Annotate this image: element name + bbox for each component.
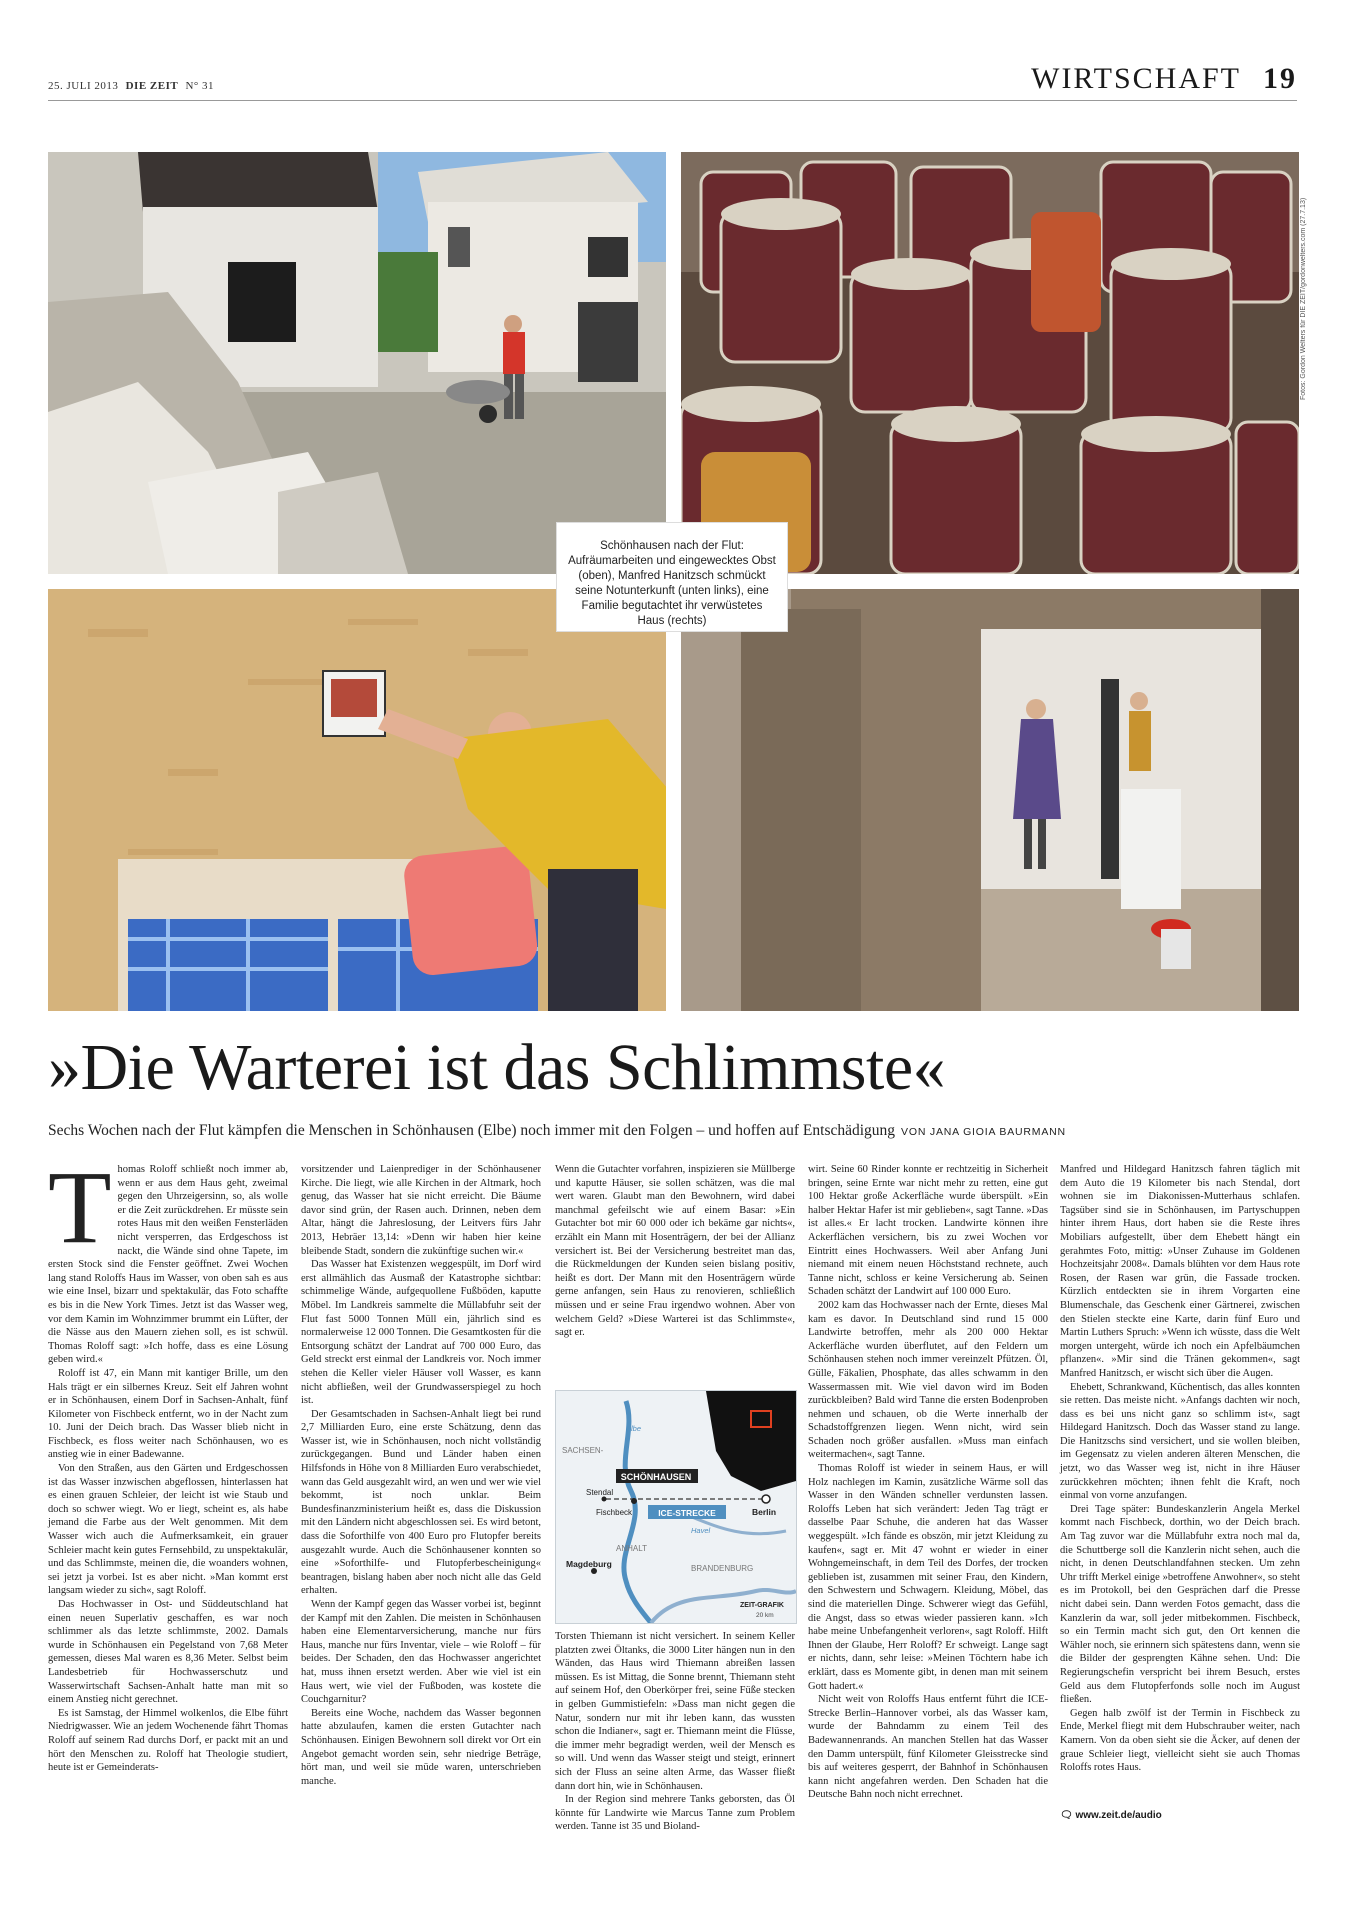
- paragraph: Das Hochwasser in Ost- und Süddeutschland hat einen neuen Superlativ geschaffen, es war noch schlimmer als das letzte schlimmste, 2002. Damals wurde in Schönhausen ein Pegelstand von 7,68 Meter gemessen, dieses Mal waren es 8,36 Meter. Selbst beim Landesbetrieb für Hochwasserschutz und Wasserwirtschaft Sachsen-Anhalt hatte man mit so einem Anstieg nicht gerechnet.: [48, 1599, 288, 1706]
- paragraph: Nicht weit von Roloffs Haus entfernt führt die ICE-Strecke Berlin–Hannover vorbei, als das Wasser kam, wurde der Bahndamm zu einem Teil des Badewannenrands. An manchen Stellen hat das Wasser den Damm unterspült, fünf Kilometer Gleisstrecke sind bis auf weiteres gesperrt, der Bahnhof in Schönhausen kann nicht angefahren werden. Den Schaden hat die Deutsche Bahn noch nicht errechnet.: [808, 1694, 1048, 1801]
- label-anhalt: ANHALT: [616, 1544, 647, 1553]
- label-stendal: Stendal: [586, 1488, 614, 1497]
- byline: VON JANA GIOIA BAURMANN: [901, 1126, 1066, 1138]
- audio-link[interactable]: [1060, 1810, 1162, 1821]
- label-brandenburg: BRANDENBURG: [691, 1564, 754, 1573]
- dateline: [48, 80, 214, 92]
- photo-credit: Fotos: Gordon Welters für DIE ZEIT/gordonwelters.com (27.7.13): [1300, 197, 1307, 400]
- article-column-3: [555, 1163, 795, 1340]
- article-column-3-bottom: [555, 1630, 795, 1834]
- paragraph: Roloff ist 47, ein Mann mit kantiger Brille, um den Hals trägt er ein silbernes Kreuz. Seit elf Jahren wohnt er in Schönhausen, einem Dorf in Sachsen-Anhalt, fünf Kilometer von Fischbeck entfernt, wo in der Nacht zum 10. Juni der Deich brach. Das Wasser blieb nicht in Fischbeck, es floss weiter nach Schönhausen, wo es anstieg wie in einer Badewanne.: [48, 1367, 288, 1461]
- paragraph: Manfred und Hildegard Hanitzsch fahren täglich mit dem Auto die 19 Kilometer bis nach Stendal, dort wohnen sie im Diakonissen-Mutterhaus schlafen. Tagsüber sind sie in Schönhausen, im Partyschuppen hinter ihrem Haus, dort haben sie die Reste ihres Mobiliars aufgestellt, über dem Ehebett hängt ein gerahmtes Foto, mittig: »Unser Zuhause im Goldenen Hochzeitsjahr 2008«. Damals blühten vor dem Haus rote Rosen, der Rasen war grün, die Fassade trocken. Kürzlich entdeckten sie in ihrem Vorgarten eine Blumenschale, das Geschenk einer Gärtnerei, zwischen den Stielen steckte eine Karte, darin fünf Euro und Martin Luthers Spruch: »Wenn ich wüsste, dass die Welt morgen untergeht, würde ich noch ein Apfelbäumchen pflanzen«. »Mir sind die Tränen gekommen«, sagt Manfred Hanitzsch, er wischt sich über die Augen.: [1060, 1164, 1300, 1379]
- paragraph: In der Region sind mehrere Tanks geborsten, das Öl könnte für Landwirte wie Marcus Tanne zum Problem werden. Tanne ist 35 und Bioland-: [555, 1794, 795, 1833]
- paragraph: 2002 kam das Hochwasser nach der Ernte, dieses Mal kam es davor. In Deutschland sind rund 15 000 Landwirte betroffen, mehr als 200 000 Hektar Ackerfläche wurden überflutet, auf den Feldern um Schönhausen stehen noch immer vereinzelt Pfützen. Öl, Gülle, Fäkalien, Phosphate, das alles schwamm in den Wassermassen mit. Wie viel davon wird im Boden zurückbleiben? Bald wird Tanne die ersten Bodenproben nehmen und schauen, ob die Werte innerhalb der Schadstoffgrenzen liegen. Wenn nicht, wird sein Schaden noch größer ausfallen. »Muss man einfach weitermachen«, sagt Tanne.: [808, 1299, 1048, 1461]
- photo-caption: Schönhausen nach der Flut: Aufräumarbeiten und eingewecktes Obst (oben), Manfred Hanitzsch schmückt seine Notunterkunft (unten links), eine Familie begutachtet ihr verwüstetes Haus (rechts): [556, 522, 788, 632]
- photo-rubble-street: [48, 152, 666, 574]
- paragraph: Torsten Thiemann ist nicht versichert. In seinem Keller platzten zwei Öltanks, die 3000 Liter hängen nun in den Wänden, das Haus wird Thiemann abreißen lassen müssen. Es ist Mittag, die Sonne brennt, Thiemann steht auf seinem Hof, den Oberkörper frei, seine Füße stecken in gelben Gummistiefeln: »Dass man nicht gegen die Natur, sondern nur mit ihr leben kann, das wussten schon die Indianer«, sagt er. Thiemann meint die Flüsse, die immer mehr begradigt werden, weil der Mensch es so will. Und wenn das Wasser steigt und steigt, erinnert sich der Fluss an seine alten Arme, das Wasser fließt dann dort hin, wie in Schönhausen.: [555, 1631, 795, 1792]
- photo-preserve-jars: [681, 152, 1299, 574]
- paragraph: Von den Straßen, aus den Gärten und Erdgeschossen ist das Wasser inzwischen abgeflossen, hinterlassen hat es einen grauen Schleier, der leicht ist wie Staub und doch so schwer wiegt. Wo er liegt, scheint es, als habe jemand die Farbe aus der Welt genommen. Mit dem Wasser wich auch die Aufmerksamkeit, ein grauer Schleier macht kein gutes Fernsehbild, zu unspektakulär, und das Schlimmste, meinen die, die woanders wohnen, sei jetzt ja vorbei. Ist es aber nicht. »Man kommt erst langsam wieder zu sich«, sagt Roloff.: [48, 1463, 288, 1597]
- map-source: ZEIT-GRAFIK: [740, 1602, 784, 1609]
- subline-text: Sechs Wochen nach der Flut kämpfen die Menschen in Schönhausen (Elbe) noch immer mit den Folgen – und hoffen auf Entschädigung: [48, 1122, 896, 1139]
- label-sachsen: SACHSEN-: [562, 1446, 604, 1455]
- label-fischbeck: Fischbeck: [596, 1508, 633, 1517]
- photo-man-hanging-picture: [48, 589, 666, 1011]
- page-number: 19: [1263, 62, 1297, 95]
- paragraph: Ehebett, Schrankwand, Küchentisch, das alles konnten sie retten. Das meiste nicht. »Anfangs dachten wir noch, dass es bei uns nicht ganz so schlimm ist«, sagt Hildegard Hanitzsch. Doch das Wasser stand zu lange. Die Hanitzschs sind versichert, und sie wollen bleiben, im Gegensatz zu vielen anderen älteren Menschen, die jetzt, wo das Wasser weg ist, nicht in ihre Häuser zurückkehren möchten; ihnen fehlt die Kraft, noch einmal von vorne anzufangen.: [1060, 1381, 1300, 1502]
- map-scale: 20 km: [756, 1612, 774, 1619]
- stendal-dot: [602, 1497, 607, 1502]
- header-rule: [48, 100, 1297, 101]
- article-column-4: [808, 1163, 1048, 1802]
- paragraph: Wenn der Kampf gegen das Wasser vorbei ist, beginnt der Kampf mit den Zahlen. Die meisten in Schönhausen haben eine Elementarversicherung, manche nur fürs Haus, manche nur fürs Inventar, viele – wie Roloff – für beides. Der Schaden, den das Hochwasser angerichtet hat, muss ihnen ersetzt werden. Aber wie viel ist ein Haus wert, wie viel der Fußboden, was kostete die Couchgarnitur?: [301, 1599, 541, 1706]
- issue-date: 25. JULI 2013: [48, 80, 119, 92]
- issue-number: N° 31: [185, 80, 215, 92]
- label-magdeburg: Magdeburg: [566, 1559, 612, 1569]
- label-berlin: Berlin: [752, 1507, 777, 1517]
- article-subline: [48, 1122, 1298, 1140]
- dropcap: T: [48, 1150, 112, 1265]
- label-havel: Havel: [691, 1526, 711, 1535]
- paragraph: vorsitzender und Laienprediger in der Schönhausener Kirche. Die liegt, wie alle Kirchen in der Altmark, hoch genug, das Wasser hat sie nicht erreicht. Die Bäume davor sind grün, der Rasen auch. Drinnen, neben dem Altar, hängt die Jahreslosung, der Leitvers fürs Jahr 2013, Hebräer 13,14: »Denn wir haben hier keine bleibende Stadt, sondern die zukünftige suchen wir.«: [301, 1164, 541, 1257]
- paragraph: Thomas Roloff schließt noch immer ab, wenn er aus dem Haus geht, zweimal gegen den Uhrzeigersinn, so, als wolle er die Zeit zurückdrehen. Er müsste sein rotes Haus mit den weißen Fensterläden nicht versperren, das Erdgeschoss ist nackt, die Wände sind ohne Tapete, im ersten Stock sind die Fenster geöffnet. Zwei Wochen lang stand Roloffs Haus im Wasser, von oben sah es aus wie eine Insel, bizarr und spektakulär, das Foto schaffte es bis in die New York Times. Jetzt ist das Wasser weg, vor dem Kamin im Wohnzimmer brummt ein Lüfter, der die Nässe aus den Mauern ziehen soll, es ist schwül. Thomas Roloff sagt: »Ich hoffe, dass es eine Lösung geben wird.«: [48, 1150, 288, 1366]
- article-headline: »Die Warterei ist das Schlimmste«: [48, 1031, 946, 1104]
- section-name: WIRTSCHAFT: [1031, 62, 1241, 95]
- paragraph: Drei Tage später: Bundeskanzlerin Angela Merkel kommt nach Fischbeck, dorthin, wo der Deich brach. Am Tag zuvor war die Müllabfuhr extra noch mal da, die Schuttberge soll die Kanzlerin nicht sehen, auch die nicht, in denen Deutschlandfahnen stecken. Um zehn Uhr trifft Merkel einige »betroffene Anwohner«, so steht es im Protokoll, bei den Gesprächen darf die Presse nicht dabei sein. Dann werden Fotos gemacht, dass die Kanzlerin da war, soll jeder mitbekommen. Fischbeck, so ein Termin macht sich gut, den Ort kennen die Wähler noch, sie erinnern sich spätestens dann, wenn sie die Bilder der gesprengten Kähne sehen. Und: Die Regierungschefin verspricht bei ihrem Besuch, erstes Geld aus dem Flutopferfonds solle noch im August fließen.: [1060, 1503, 1300, 1706]
- paragraph: Das Wasser hat Existenzen weggespült, im Dorf wird erst allmählich das Ausmaß der Katastrophe sichtbar: schimmelige Wände, aufgequollene Fußböden, kaputte Möbel. Im Landkreis sammelte die Müllabfuhr seit der Flut fast 5000 Tonnen Müll ein, jährlich sind es normalerweise 12 000 Tonnen. Die Gesamtkosten für die Entsorgung schätzt der Landrat auf 700 000 Euro, das Geld streckt erst einmal der Landkreis vor. Noch immer stehen die Keller vieler Häuser voll Wasser, es kann nicht abfließen, weil der Grundwasserspiegel zu hoch ist.: [301, 1259, 541, 1407]
- berlin-dot: [762, 1495, 770, 1503]
- speech-bubble-icon: 🗨: [1060, 1810, 1073, 1821]
- article-column-2: [301, 1163, 541, 1788]
- paragraph: wirt. Seine 60 Rinder konnte er rechtzeitig in Sicherheit bringen, seine Ernte war nicht mehr zu retten, eine gut 100 Hektar große Ackerfläche wurde überspült. »Ein halber Hektar Hafer ist mir geblieben«, sagt Tanne. »Das ist alles.« Er lacht trocken. Landwirte können ihre Ackerflächen versichern, bis zu zwei Wochen vor Eintritt eines Hochwassers. Weil aber Anfang Juni niemand mit einem neuen Höchststand rechnete, auch Tanne nicht, schloss er keine Versicherung ab. Seinen Schaden schätzt der Landwirt auf 100 000 Euro.: [808, 1164, 1048, 1298]
- paragraph: Gegen halb zwölf ist der Termin in Fischbeck zu Ende, Merkel fliegt mit dem Hubschrauber weiter, nach Kamern. Von da oben sieht sie die Äcker, auf denen der graue Schleier liegt, vielleicht sieht sie auch Thomas Roloffs rotes Haus.: [1060, 1707, 1300, 1774]
- label-schoenhausen: SCHÖNHAUSEN: [620, 1472, 692, 1482]
- audio-url[interactable]: www.zeit.de/audio: [1075, 1810, 1162, 1821]
- schoenhausen-dot: [631, 1498, 637, 1504]
- paragraph: Es ist Samstag, der Himmel wolkenlos, die Elbe führt Niedrigwasser. Wie an jedem Wochenende fährt Thomas Roloff auf seinem Rad durchs Dorf, er packt mit an und hört den Menschen zu. Roloff hat Theologie studiert, heute ist er Gemeinderats-: [48, 1707, 288, 1774]
- photo-damaged-interior: [681, 589, 1299, 1011]
- paragraph: Wenn die Gutachter vorfahren, inspizieren sie Müllberge und kaputte Häuser, sie sollen schätzen, was die mal wert waren. Glaubt man den Bewohnern, wird dabei manchmal gefeilscht wie auf einem Basar: »Ein Gutachter bot mir 60 000 oder ich bekäme gar nichts«, erzählt ein Mann mit Hosenträgern, der bei der Allianz versichert ist. Bei der Versicherung bestreitet man das, die Rückmeldungen der Kunden seien bislang positiv, heißt es dort. Der Mann mit den Hosenträgern würde gerne anfangen, sein Haus zu renovieren, schließlich müssen und er seine Frau irgendwo wohnen. Aber von welchem Geld? »Diese Warterei ist das Schlimmste«, sagt er.: [555, 1164, 795, 1339]
- label-ice: ICE-STRECKE: [658, 1508, 716, 1518]
- paper-name: DIE ZEIT: [125, 80, 179, 92]
- paragraph: Der Gesamtschaden in Sachsen-Anhalt liegt bei rund 2,7 Milliarden Euro, eine erste Schätzung, denn das Wasser ist, wie in Schönhausen, noch nicht vollständig zurückgegangen. Bund und Länder haben einen Hilfsfonds in Höhe von 8 Milliarden Euro verabschiedet, wann das Geld ausgezahlt wird, an wen und wer wie viel bekommt, ist noch unklar. Beim Bundesfinanzministerium heißt es, dass die Diskussion mit den Ländern nicht abgeschlossen sei. Es wird betont, dass die Soforthilfe von 400 Euro pro Flutopfer bereits ausgezahlt wurde. Auch die Schönhausener konnten so eine »Soforthilfe- und Flutopferbescheinigung« beantragen, bislang haben aber noch nicht alle das Geld erhalten.: [301, 1408, 541, 1597]
- section-header: [1031, 62, 1297, 96]
- paragraph: Bereits eine Woche, nachdem das Wasser begonnen hatte abzulaufen, kamen die ersten Gutachter nach Schönhausen. Einigen Bewohnern soll direkt vor Ort ein Angebot gemacht worden sein, sehr niedrige Beträge, hört man, und weil sie müde waren, unterschrieben manche.: [301, 1707, 541, 1787]
- label-elbe: Elbe: [626, 1424, 642, 1433]
- paragraph: Thomas Roloff ist wieder in seinem Haus, er will Holz nachlegen im Kamin, zusätzliche Wärme soll das Wasser in den Wänden schneller verdunsten lassen. Roloffs Leben hat sich verändert: Jeden Tag trägt er dasselbe Paar Schuhe, die anderen hat das Wasser weggespült. »Ich fände es obszön, mir jetzt Kleidung zu kaufen«, sagt er. Mit 47 wohnt er wieder in einer Wohngemeinschaft, in dem Teil des Dorfes, der trocken geblieben ist, zusammen mit seiner Frau, den Kindern, den Schwestern und Schwagern. Kleidung, Möbel, das sind die materiellen Dinge. Schwerer wiegt das Gefühl, die Angst, dass so etwas wieder passieren kann. »Ich habe meine Unbefangenheit verloren«, sagt Roloff. Hilft Ihnen der Glaube, Herr Roloff? Er schweigt. Lange sagt er nichts, dann, sehr leise: »Meinen Töchtern habe ich erklärt, dass es Momente gibt, in denen man mit seinem Gott hadert.«: [808, 1463, 1048, 1692]
- article-column-1: [48, 1150, 288, 1775]
- article-column-5: [1060, 1163, 1300, 1775]
- location-map: [555, 1390, 797, 1624]
